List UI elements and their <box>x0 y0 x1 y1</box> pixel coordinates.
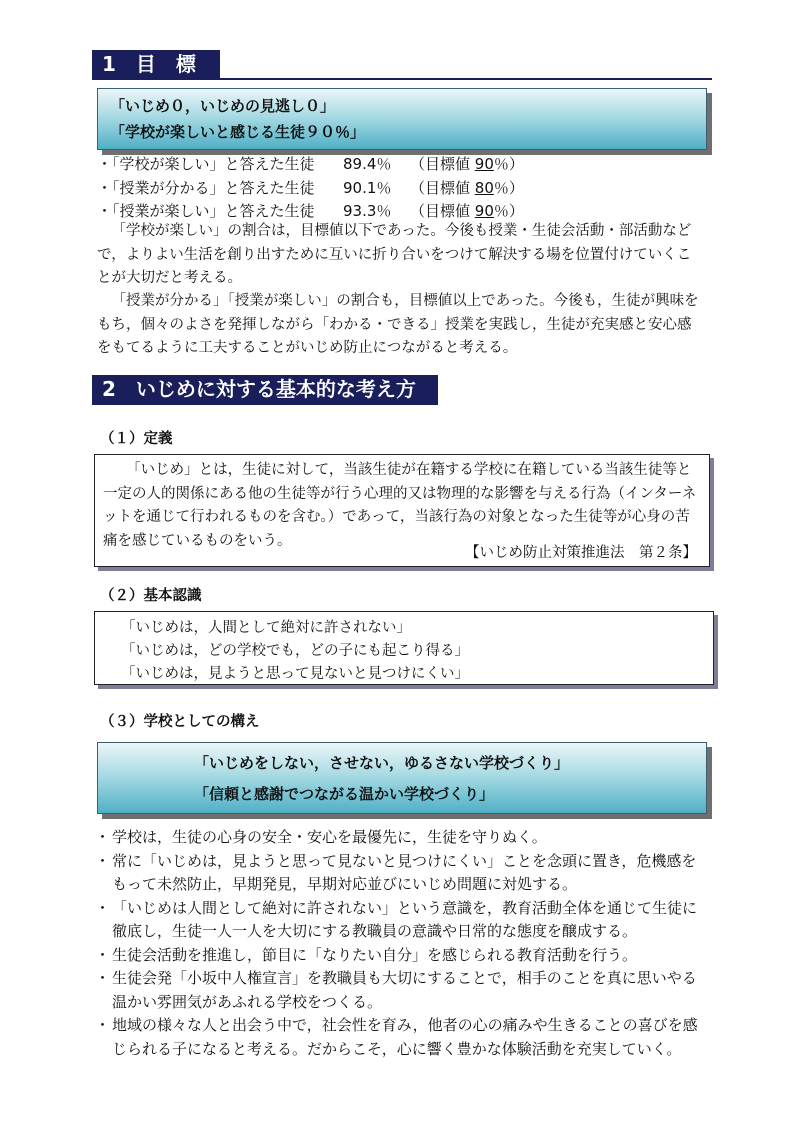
section1-underline <box>92 78 712 80</box>
stat-label: ・「授業が分かる」と答えた生徒 <box>97 179 315 197</box>
stat-row-1 <box>97 153 524 174</box>
recognition-box <box>94 611 714 685</box>
definition-source: 【いじめ防止対策推進法 第２条】 <box>465 545 697 561</box>
stat-value: 89.4％ <box>343 155 392 173</box>
recognition-line-1: 「いじめは，人間として絶対に許されない」 <box>121 620 411 636</box>
list-item: ・ 生徒会発「小坂中人権宣言」を教職員も大切にすることで，相手のことを真に思いやる温かい雰囲気があふれる学校をつくる。 <box>95 969 697 1011</box>
stat-label: ・「学校が楽しい」と答えた生徒 <box>97 155 315 173</box>
definition-text: 「いじめ」とは，生徒に対して，当該生徒が在籍する学校に在籍している当該生徒等と一定の人的関係にある他の生徒等が行う心理的又は物理的な影響を与える行為（インターネットを通じて行われるものを含む。）であって，当該行為の対象となった生徒等が心身の苦痛を感じているものをいう。 <box>103 462 697 549</box>
recognition-line-2: 「いじめは，どの学校でも，どの子にも起こり得る」 <box>121 643 469 659</box>
goal-line-1: 「いじめ０，いじめの見逃し０」 <box>110 97 336 115</box>
stat-target: （目標値 90％） <box>410 202 524 220</box>
stance-line-2: 「信頼と感謝でつながる温かい学校づくり」 <box>194 785 495 803</box>
list-item: ・ 常に「いじめは，見ようと思って見ないと見つけにくい」ことを念頭に置き，危機感をもって未然防止，早期発見，早期対応並びにいじめ問題に対処する。 <box>95 851 697 893</box>
definition-heading: （１）定義 <box>100 431 173 447</box>
stance-box <box>97 742 707 814</box>
goal-line-2: 「学校が楽しいと感じる生徒９０％」 <box>110 123 366 141</box>
stat-row-2 <box>97 177 524 198</box>
recognition-line-3: 「いじめは，見ようと思って見ないと見つけにくい」 <box>121 666 469 682</box>
stat-target: （目標値 80％） <box>410 179 524 197</box>
list-item: ・ 地域の様々な人と出会う中で，社会性を育み，他者の心の痛みや生きることの喜びを感じられる子になると考える。だからこそ，心に響く豊かな体験活動を充実していく。 <box>95 1016 698 1058</box>
target-value: 90 <box>474 202 494 220</box>
goal-box <box>97 88 707 150</box>
stat-label: ・「授業が楽しい」と答えた生徒 <box>97 202 315 220</box>
list-item: ・ 「いじめは人間として絶対に許されない」という意識を，教育活動全体を通じて生徒に徹底し，生徒一人一人を大切にする教職員の意識や日常的な態度を醸成する。 <box>95 898 698 940</box>
section2-underline <box>92 403 438 405</box>
stat-value: 93.3％ <box>343 202 392 220</box>
stance-bullet-list <box>95 826 707 1061</box>
stat-value: 90.1％ <box>343 179 392 197</box>
stance-heading: （３）学校としての構え <box>100 714 260 730</box>
recognition-heading: （２）基本認識 <box>100 588 202 604</box>
list-item: ・ 学校は，生徒の心身の安全・安心を最優先に，生徒を守りぬく。 <box>95 828 547 846</box>
stat-target: （目標値 90％） <box>410 155 524 173</box>
definition-box <box>94 454 710 567</box>
paragraph-lessons: 「授業が分かる」「授業が楽しい」の割合も，目標値以上であった。今後も，生徒が興味をもち，個々のよさを発揮しながら「わかる・できる」授業を実践し，生徒が充実感と安心感をもてるように工夫することがいじめ防止につながると考える。 <box>97 293 699 356</box>
stance-line-1: 「いじめをしない，させない，ゆるさない学校づくり」 <box>194 754 570 772</box>
paragraph-happy-school: 「学校が楽しい」の割合は，目標値以下であった。今後も授業・生徒会活動・部活動などで，よりよい生活を創り出すために互いに折り合いをつけて解決する場を位置付けていくことが大切だと考える。 <box>97 223 692 286</box>
stat-row-3 <box>97 200 524 221</box>
section1-title: 1 目 標 <box>92 50 220 78</box>
target-value: 80 <box>474 179 494 197</box>
target-value: 90 <box>474 155 494 173</box>
section2-title: 2 いじめに対する基本的な考え方 <box>92 375 438 403</box>
list-item: ・ 生徒会活動を推進し，節目に「なりたい自分」を感じられる教育活動を行う。 <box>95 945 638 964</box>
